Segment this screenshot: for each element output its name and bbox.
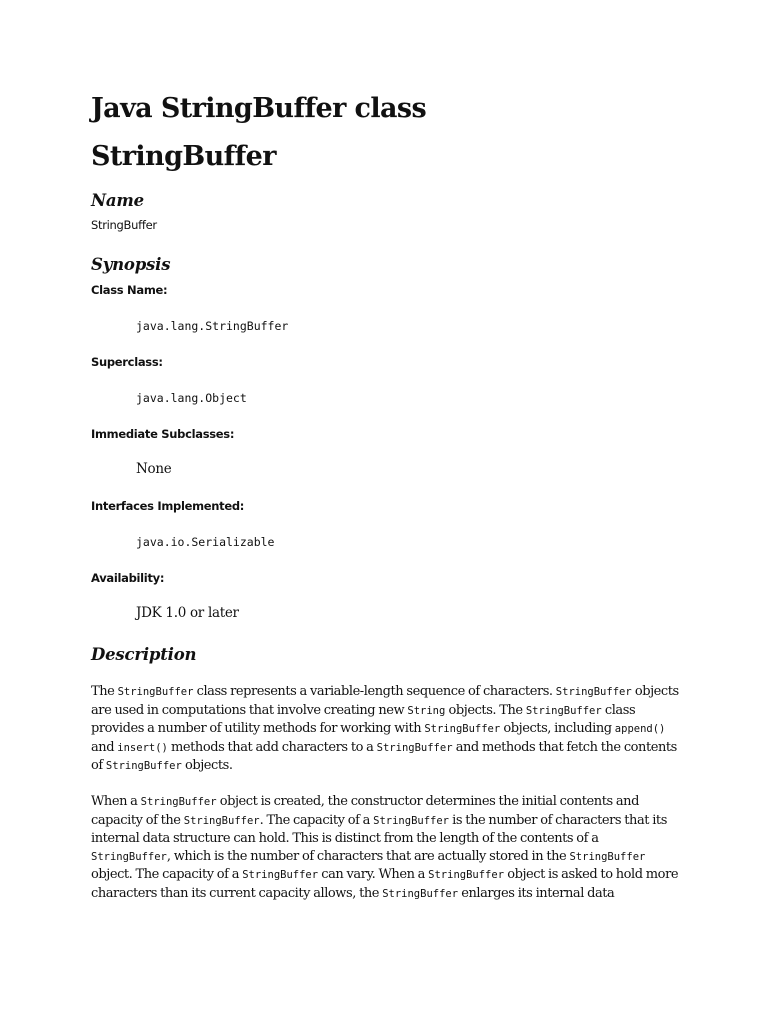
interfaces-label: Interfaces Implemented:: [91, 499, 245, 513]
superclass-label: Superclass:: [91, 355, 163, 369]
class-name-label: Class Name:: [91, 283, 168, 297]
availability-value: JDK 1.0 or later: [136, 605, 239, 621]
description-heading: Description: [91, 645, 197, 664]
inline-code: String: [407, 704, 446, 717]
subclasses-label: Immediate Subclasses:: [91, 427, 235, 441]
synopsis-heading: Synopsis: [91, 255, 171, 274]
document-title: Java StringBuffer class: [91, 93, 427, 124]
inline-code: StringBuffer: [569, 850, 646, 863]
inline-code: StringBuffer: [525, 704, 602, 717]
inline-code: StringBuffer: [376, 741, 453, 754]
inline-code: StringBuffer: [140, 795, 217, 808]
description-paragraph-2: When a StringBuffer object is created, the constructor determines the initial contents and capacity of the StringBuffer. The capacity of a StringBuffer is the number of characters that its internal data structure can hold. This is distinct from the length of the contents of a StringBuffer, which is the number of characters that are actually stored in the StringBuffer object. The capacity of a StringBuffer can vary. When a StringBuffer object is asked to hold more characters than its current capacity allows, the StringBuffer enlarges its internal data: [91, 793, 679, 901]
inline-code: StringBuffer: [424, 723, 501, 736]
inline-code: StringBuffer: [382, 887, 459, 900]
inline-code: insert(): [117, 741, 168, 754]
description-paragraph-1: The StringBuffer class represents a variable-length sequence of characters. StringBuffer objects are used in computations that involve creating new String objects. The StringBuffer class provides a number of utility methods for working with StringBuffer objects, including append() and insert() methods that add characters to a StringBuffer and methods that fetch the contents of StringBuffer objects.: [91, 684, 679, 774]
inline-code: StringBuffer: [117, 686, 194, 698]
superclass-value: java.lang.Object: [136, 391, 247, 405]
inline-code: StringBuffer: [183, 814, 260, 827]
inline-code: StringBuffer: [242, 869, 319, 882]
interfaces-value: java.io.Serializable: [136, 535, 275, 549]
name-value: StringBuffer: [91, 218, 157, 232]
inline-code: StringBuffer: [91, 850, 167, 863]
document-page: [91, 92, 681, 904]
class-heading: StringBuffer: [91, 141, 276, 172]
inline-code: StringBuffer: [428, 869, 505, 882]
class-name-value: java.lang.StringBuffer: [136, 319, 289, 333]
inline-code: StringBuffer: [373, 814, 449, 827]
inline-code: StringBuffer: [105, 760, 182, 773]
inline-code: StringBuffer: [555, 686, 632, 698]
inline-code: append(): [614, 723, 666, 736]
name-heading: Name: [91, 191, 144, 210]
subclasses-value: None: [136, 461, 172, 477]
availability-label: Availability:: [91, 571, 165, 585]
